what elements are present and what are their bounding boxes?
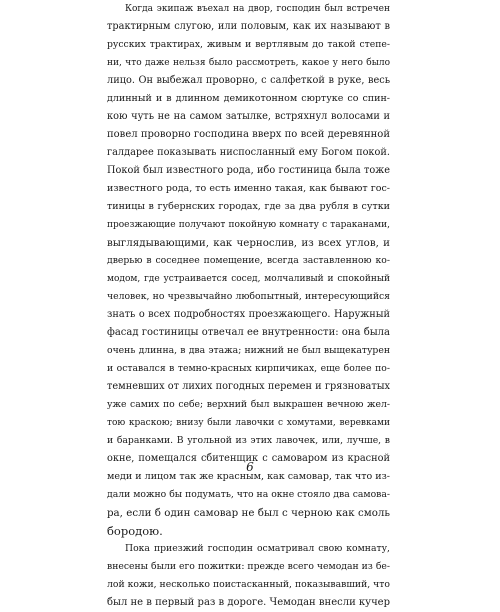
paragraph-line: уже самих по себе; верхний был выкрашен вечною жел- — [107, 399, 390, 410]
paragraph-line: меди и лицом так же красным, как самовар, так что из- — [107, 471, 390, 482]
paragraph-line: выглядывающими, как чернослив, из всех углов, и — [107, 237, 390, 249]
paragraph-line: фасад гостиницы отвечал ее внутренности: она была — [107, 327, 390, 338]
paragraph-line: человек, но чрезвычайно любопытный, интересующийся — [107, 291, 390, 302]
paragraph-line: бородою. — [107, 524, 163, 538]
paragraph-line: известного рода, то есть именно такая, как бывают гос- — [107, 183, 390, 194]
paragraph-line: знать о всех подробностях проезжающего. Наружный — [107, 309, 390, 320]
paragraph-line: русских трактирах, живым и вертлявым до такой степе- — [107, 39, 390, 50]
paragraph-line: очень длинна, в два этажа; нижний не был выщекатурен — [107, 345, 390, 356]
paragraph-line: повел проворно господина вверх по всей деревянной — [107, 129, 390, 140]
paragraph-line: дали можно бы подумать, что на окне стояло два самова- — [107, 489, 390, 500]
paragraph-line: Когда экипаж въехал на двор, господин был встречен — [125, 4, 390, 14]
paragraph-line: внесены были его пожитки: прежде всего чемодан из бе- — [107, 561, 390, 572]
text-block — [107, 0, 390, 612]
paragraph-line: Покой был известного рода, ибо гостиница была тоже — [107, 165, 390, 176]
paragraph-line: был не в первый раз в дороге. Чемодан внесли кучер — [107, 597, 390, 608]
paragraph-line: проезжающие получают покойную комнату с тараканами, — [107, 220, 390, 230]
page-number: 6 — [246, 460, 254, 474]
paragraph-line: галдарее показывать ниспосланный ему Богом покой. — [107, 147, 390, 158]
paragraph-line: кою чуть не на самом затылке, встряхнул волосами и — [107, 111, 390, 122]
paragraph-line: и баранками. В угольной из этих лавочек, или, лучше, в — [107, 435, 390, 446]
paragraph-line: Пока приезжий господин осматривал свою комнату, — [125, 543, 390, 554]
paragraph-line: тою краскою; внизу были лавочки с хомутами, веревками — [107, 418, 390, 428]
paragraph-line: тиницы в губернских городах, где за два рубля в сутки — [107, 201, 390, 212]
paragraph-line: лой кожи, несколько поистасканный, показывавший, что — [107, 579, 390, 590]
paragraph-line: трактирным слугою, или половым, как их называют в — [107, 21, 390, 32]
paragraph-line: темневших от лихих погодных перемен и грязноватых — [107, 381, 390, 392]
paragraph-line: лицо. Он выбежал проворно, с салфеткой в руке, весь — [107, 75, 390, 86]
paragraph-line: окне, помещался сбитенщик с самоваром из красной — [107, 453, 390, 464]
paragraph-line: ра, если б один самовар не был с черною как смоль — [107, 507, 390, 519]
paragraph-line: и оставался в темно-красных кирпичиках, еще более по- — [107, 363, 390, 374]
paragraph-line: дверью в соседнее помещение, всегда заставленною ко- — [107, 255, 390, 266]
paragraph-line: модом, где устраивается сосед, молчаливый и спокойный — [107, 274, 390, 284]
paragraph-line: ни, что даже нельзя было рассмотреть, какое у него было — [107, 58, 390, 68]
paragraph-line: длинный и в длинном демикотонном сюртуке со спин- — [107, 93, 390, 104]
